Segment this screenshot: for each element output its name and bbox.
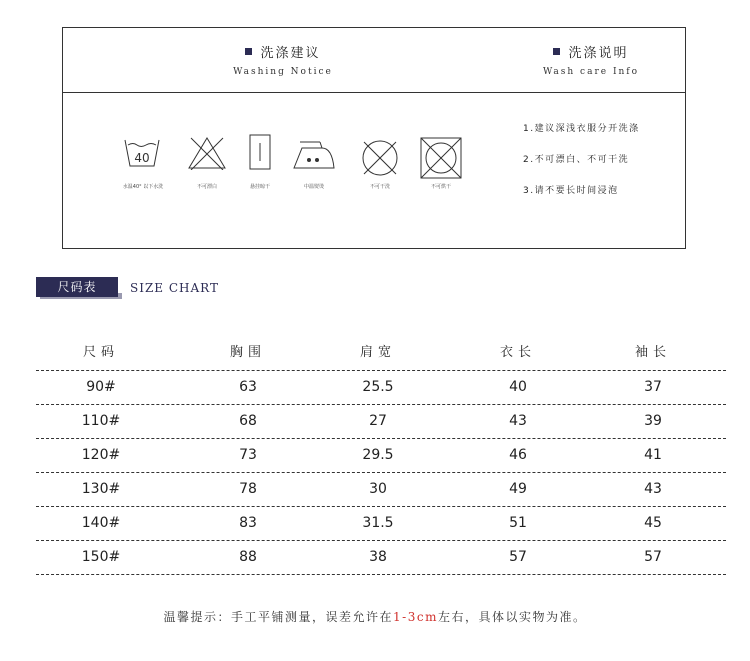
table-cell: 38 (369, 549, 387, 565)
note-suffix: 左右，具体以实物为准。 (437, 610, 587, 624)
panel-divider (63, 92, 685, 93)
note-tolerance: 1-3cm (393, 610, 438, 624)
bullet-square-icon (245, 48, 252, 55)
table-row (36, 405, 726, 439)
washing-notice-subtitle: Washing Notice (233, 67, 333, 77)
table-cell: 43 (509, 413, 527, 429)
table-cell: 120# (81, 447, 121, 463)
table-cell: 39 (644, 413, 662, 429)
table-cell: 37 (644, 379, 662, 395)
header-size: 尺码 (82, 345, 119, 360)
table-cell: 78 (239, 481, 257, 497)
bullet-square-icon (553, 48, 560, 55)
table-cell: 49 (509, 481, 527, 497)
icon-label: 中温熨烫 (303, 184, 324, 190)
size-chart-tag: 尺码表 (36, 277, 118, 297)
table-cell: 57 (644, 549, 662, 565)
icon-label: 不可烘干 (430, 184, 451, 190)
header-chest: 胸围 (229, 345, 266, 360)
table-row (36, 473, 726, 507)
table-cell: 30 (369, 481, 387, 497)
table-row (36, 371, 726, 405)
measurement-note (0, 608, 750, 625)
wash-40-icon (124, 138, 160, 168)
table-cell: 27 (369, 413, 387, 429)
table-row (36, 439, 726, 473)
no-dryclean-icon (420, 137, 462, 179)
table-cell: 140# (81, 515, 121, 531)
wash-care-info-heading (531, 42, 651, 77)
washing-care-panel (62, 27, 686, 249)
table-cell: 90# (86, 379, 116, 395)
table-cell: 130# (81, 481, 121, 497)
wash-care-info-title: 洗涤说明 (568, 46, 629, 61)
note-prefix: 温馨提示：手工平铺测量，误差允许在 (163, 610, 394, 624)
table-cell: 45 (644, 515, 662, 531)
wash-temp-label: 40 (134, 151, 150, 165)
icon-label: 不可漂白 (196, 184, 217, 190)
hang-dry-icon (249, 134, 271, 170)
care-tip: 1.建议深浅衣服分开洗涤 (523, 124, 640, 134)
table-cell: 43 (644, 481, 662, 497)
table-cell: 150# (81, 549, 121, 565)
care-tip: 2.不可漂白、不可干洗 (523, 155, 630, 165)
table-cell: 40 (509, 379, 527, 395)
table-cell: 51 (509, 515, 527, 531)
table-cell: 88 (239, 549, 257, 565)
header-sleeve: 袖长 (634, 345, 671, 360)
table-cell: 110# (81, 413, 121, 429)
table-header-row (36, 336, 726, 371)
table-row (36, 541, 726, 575)
icon-label: 不可干洗 (369, 184, 390, 190)
size-chart-title: SIZE CHART (130, 281, 220, 295)
no-bleach-icon (187, 136, 227, 170)
table-cell: 63 (239, 379, 257, 395)
wash-care-info-subtitle: Wash care Info (542, 67, 640, 77)
table-cell: 25.5 (362, 379, 394, 395)
header-length: 衣长 (499, 345, 536, 360)
size-table (36, 336, 726, 575)
table-row (36, 507, 726, 541)
icon-label: 水温40° 以下水洗 (122, 184, 164, 190)
washing-notice-heading (223, 42, 343, 77)
care-tip: 3.请不要长时间浸泡 (523, 186, 619, 196)
table-cell: 83 (239, 515, 257, 531)
iron-medium-icon (292, 140, 336, 170)
washing-notice-title: 洗涤建议 (260, 46, 321, 61)
table-cell: 46 (509, 447, 527, 463)
icon-label: 悬挂晾干 (249, 184, 270, 190)
header-shoulder: 肩宽 (359, 345, 396, 360)
table-cell: 68 (239, 413, 257, 429)
care-tips-list (523, 121, 640, 214)
table-cell: 73 (239, 447, 257, 463)
no-tumble-icon (360, 138, 400, 178)
table-cell: 41 (644, 447, 662, 463)
table-cell: 57 (509, 549, 527, 565)
table-cell: 31.5 (362, 515, 394, 531)
table-cell: 29.5 (362, 447, 394, 463)
